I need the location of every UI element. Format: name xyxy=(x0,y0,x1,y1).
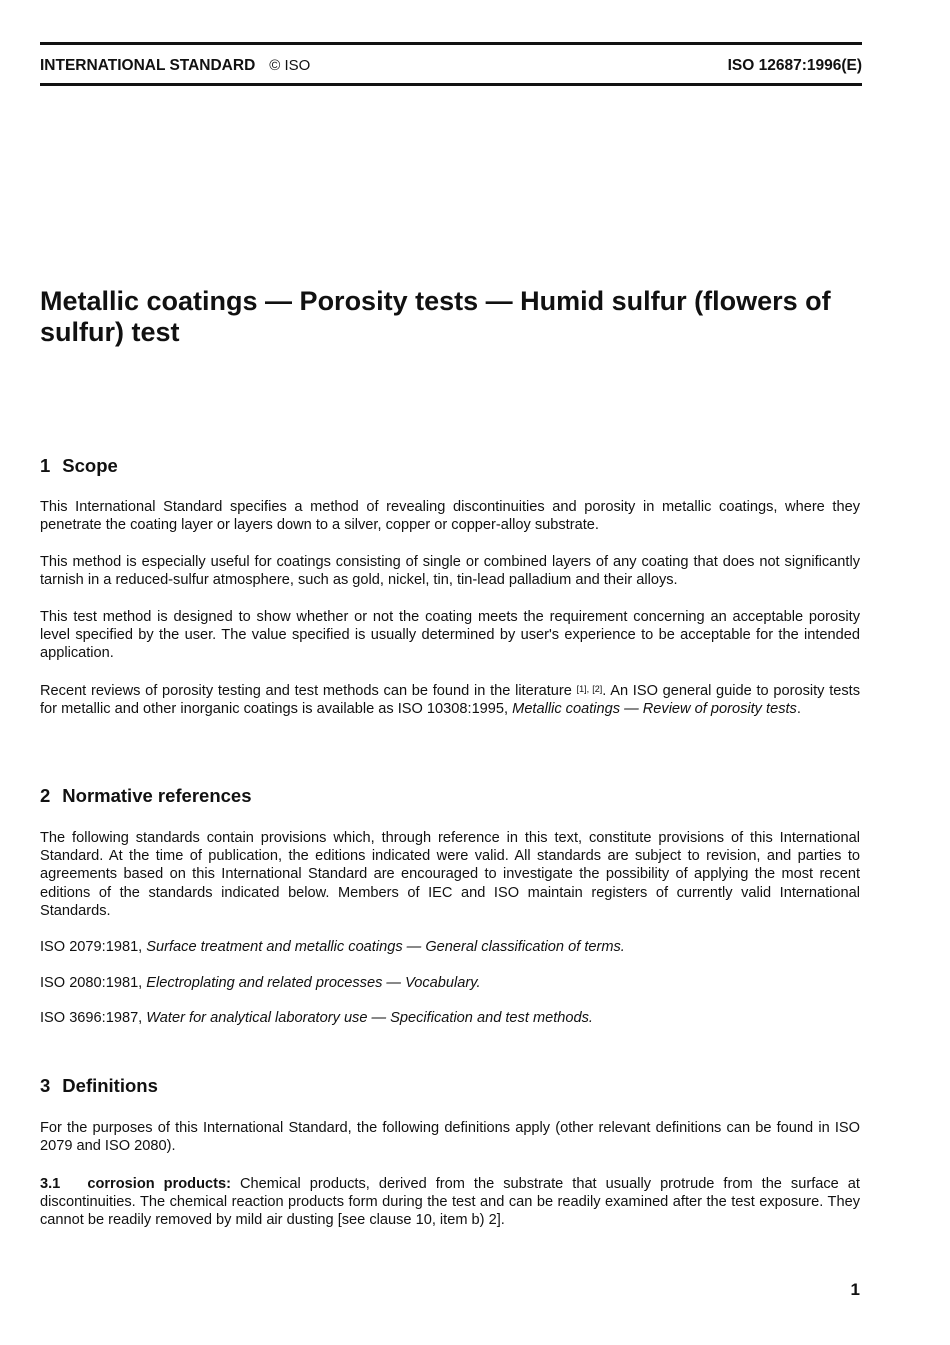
section-heading xyxy=(40,1075,860,1097)
paragraph: This method is especially useful for coatings consisting of single or combined layers of any coating that does not significantly tarnish in a reduced-sulfur atmosphere, such as gold, nickel, tin, tin-lead palladium and their alloys. xyxy=(40,554,860,589)
text-run: Recent reviews of porosity testing and test methods can be found in the literature xyxy=(40,683,577,699)
reference-title: Electroplating and related processes — Vocabulary. xyxy=(146,975,481,991)
literature-refs: [1], [2] xyxy=(576,684,603,694)
header-document-number: ISO 12687:1996(E) xyxy=(727,57,862,74)
paragraph: For the purposes of this International Standard, the following definitions apply (other relevant definitions can be found in ISO 2079 and ISO 2080). xyxy=(40,1120,860,1155)
section-heading xyxy=(40,785,860,807)
section-number: 2 xyxy=(40,785,51,806)
header-bottom-rule xyxy=(40,83,862,86)
normative-intro xyxy=(40,829,860,920)
reference-code: ISO 2080:1981, xyxy=(40,975,147,991)
header-top-rule xyxy=(40,42,862,45)
section-number: 1 xyxy=(40,455,51,476)
paragraph: This International Standard specifies a method of revealing discontinuities and porosity in metallic coatings, where they penetrate the coating layer or layers down to a silver, copper or copper-alloy substrate. xyxy=(40,499,860,534)
reference-code: ISO 2079:1981, xyxy=(40,939,147,955)
cited-title: Metallic coatings — Review of porosity tests xyxy=(512,701,797,718)
paragraph: The following standards contain provisions which, through reference in this text, constitute provisions of this International Standard. At the time of publication, the editions indicated were valid. All standards are subject to revision, and parties to agreements based on this International Standard are encouraged to investigate the possibility of applying the most recent editions of the standards indicated below. Members of IEC and ISO maintain registers of currently valid International Standards. xyxy=(40,830,860,919)
definition-text: Chemical products, derived from the substrate that usually protrude from the surface at discontinuities. The chemical reaction products form during the test and can be readily examined after the test exposure. They cannot be readily removed by mild air dusting [see clause 10, item b) 2]. xyxy=(40,1176,860,1229)
reference-title: Water for analytical laboratory use — Specification and test methods. xyxy=(146,1010,593,1026)
header-left xyxy=(40,57,310,75)
section-definitions xyxy=(40,1075,860,1097)
section-title: Normative references xyxy=(62,785,252,806)
definition-3-1 xyxy=(40,1175,860,1230)
paragraph: This test method is designed to show whether or not the coating meets the requirement concerning an acceptable porosity level specified by the user. The value specified is usually determined by user's experience to be acceptable for the intended application. xyxy=(40,609,860,662)
text-run: . xyxy=(796,701,801,718)
header-standard-type: INTERNATIONAL STANDARD xyxy=(40,57,256,74)
definition-term: corrosion products: xyxy=(87,1176,231,1192)
section-normative-references xyxy=(40,785,860,807)
reference-item xyxy=(40,1009,860,1027)
reference-item xyxy=(40,938,860,956)
reference-code: ISO 3696:1987, xyxy=(40,1010,147,1026)
reference-title: Surface treatment and metallic coatings — General classification of terms. xyxy=(146,939,625,955)
section-heading xyxy=(40,455,860,477)
definition xyxy=(40,1175,860,1230)
reference-item xyxy=(40,974,860,992)
scope-paragraph-2 xyxy=(40,553,860,589)
header-copyright: © ISO xyxy=(269,57,311,74)
scope-paragraph-4 xyxy=(40,682,860,718)
section-title: Scope xyxy=(62,455,118,476)
reference xyxy=(40,1009,860,1027)
definitions-intro xyxy=(40,1119,860,1155)
section-scope xyxy=(40,455,860,477)
scope-paragraph-3 xyxy=(40,608,860,663)
definition-number: 3.1 xyxy=(40,1176,61,1192)
reference xyxy=(40,974,860,992)
reference xyxy=(40,938,860,956)
paragraph xyxy=(40,682,860,718)
section-title: Definitions xyxy=(62,1075,158,1096)
document-title: Metallic coatings — Porosity tests — Humid sulfur (flowers of sulfur) test xyxy=(40,286,831,347)
section-number: 3 xyxy=(40,1075,51,1096)
page-number: 1 xyxy=(850,1280,860,1299)
text-run: . An ISO general guide to porosity tests for metallic and other inorganic coatings is available as ISO 10308:1995, xyxy=(40,683,861,718)
scope-paragraph-1 xyxy=(40,498,860,534)
